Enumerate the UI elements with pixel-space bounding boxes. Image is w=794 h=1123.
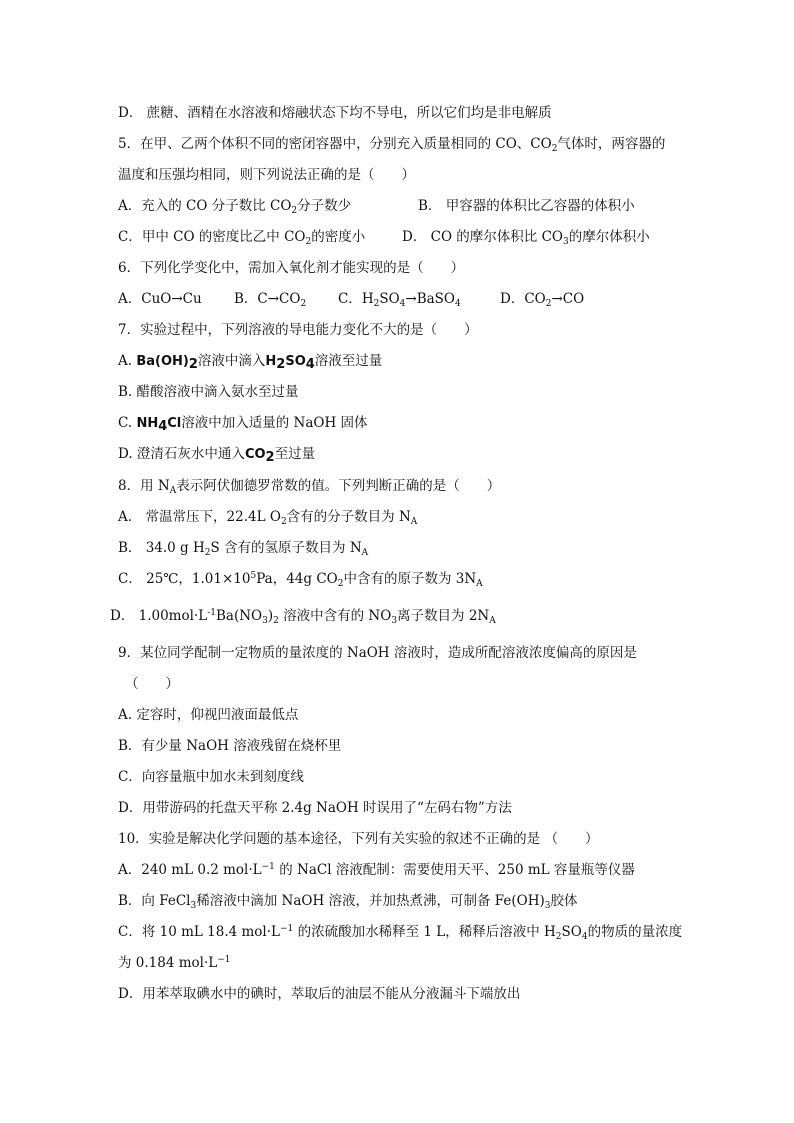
option-8d: D． $1.00mol\cdot L^{-1}Ba(NO_3)_2$ 溶液中含有的 $NO_3$离子数目为 $2N_A$ <box>110 608 496 626</box>
question-7-stem: 7．实验过程中，下列溶液的导电能力变化不大的是（ ） <box>118 322 478 338</box>
option-7a: A. $Ba(OH)_2$溶液中滴入$H_2SO_4$溶液至过量 <box>118 353 383 372</box>
question-5-stem-cont: 温度和压强均相同，则下列说法正确的是（ ） <box>118 167 415 183</box>
question-8-stem: 8．用 $N_A$表示阿伏伽德罗常数的值。下列判断正确的是（ ） <box>118 478 501 496</box>
option-6b: B．$C\to CO_2$ <box>234 291 307 309</box>
option-9c: C．向容量瓶中加水未到刻度线 <box>118 769 304 785</box>
option-5c: C．甲中 CO 的密度比乙中 $CO_2$的密度小 <box>118 229 366 247</box>
option-10a: A．240 mL 0.2 $mol\cdot L^{-1}$ 的 NaCl 溶液配制：需要使用天平、250 mL 容量瓶等仪器 <box>118 862 635 878</box>
option-6d: D．$CO_2\to CO$ <box>500 291 585 309</box>
option-7c: C. $NH_4Cl$溶液中加入适量的 NaOH 固体 <box>118 415 368 434</box>
question-10-stem: 10．实验是解决化学问题的基本途径，下列有关实验的叙述不正确的是 （ ） <box>118 831 599 847</box>
option-9d: D．用带游码的托盘天平称 2.4g NaOH 时误用了“左码右物”方法 <box>118 800 512 816</box>
option-10d: D．用苯萃取碘水中的碘时，萃取后的油层不能从分液漏斗下端放出 <box>118 986 521 1002</box>
option-5b: B． 甲容器的体积比乙容器的体积小 <box>418 198 635 214</box>
option-8a: A． 常温常压下，22.4L $O_2$含有的分子数目为 $N_A$ <box>118 509 418 527</box>
question-9-blank: （ ） <box>125 676 179 692</box>
option-6a: A．CuO→Cu <box>118 291 202 307</box>
option-8c: C． 25℃，$1.01\times 10^5Pa$，44g $CO_2$中含有的原子数为 $3N_A$ <box>118 571 483 589</box>
option-9a: A. 定容时，仰视凹液面最低点 <box>118 707 299 723</box>
option-5a: A．充入的 CO 分子数比 $CO_2$分子数少 <box>118 198 352 216</box>
option-7d: D. 澄清石灰水中通入$CO_2$至过量 <box>118 446 316 465</box>
option-7b: B. 醋酸溶液中滴入氨水至过量 <box>118 384 299 400</box>
option-6c: C．$H_2SO_4\to BaSO_4$ <box>338 291 461 309</box>
option-5d: D． CO 的摩尔体积比 $CO_3$的摩尔体积小 <box>402 229 650 247</box>
option-10c: C．将 10 mL 18.4 $mol\cdot L^{-1}$ 的浓硫酸加水稀释至 1 L，稀释后溶液中 $H_2SO_4$的物质的量浓度 <box>118 924 683 942</box>
option-9b: B．有少量 NaOH 溶液残留在烧杯里 <box>118 738 342 754</box>
option-10c-cont: 为 0.184 $mol\cdot L^{-1}$ <box>118 955 231 971</box>
question-6-stem: 6．下列化学变化中，需加入氧化剂才能实现的是（ ） <box>118 260 465 276</box>
option-10b: B．向 FeCl$_3$稀溶液中滴加 NaOH 溶液，并加热煮沸，可制备 $Fe(OH)_3$胶体 <box>118 893 578 911</box>
option-4d: D． 蔗糖、酒精在水溶液和熔融状态下均不导电，所以它们均是非电解质 <box>118 105 552 121</box>
question-5-stem: 5．在甲、乙两个体积不同的密闭容器中，分别充入质量相同的 CO、$CO_2$气体时，两容器的 <box>118 136 666 154</box>
question-9-stem: 9．某位同学配制一定物质的量浓度的 NaOH 溶液时，造成所配溶液浓度偏高的原因是 <box>118 645 637 661</box>
option-8b: B． 34.0 g $H_2S$ 含有的氢原子数目为 $N_A$ <box>118 540 369 558</box>
